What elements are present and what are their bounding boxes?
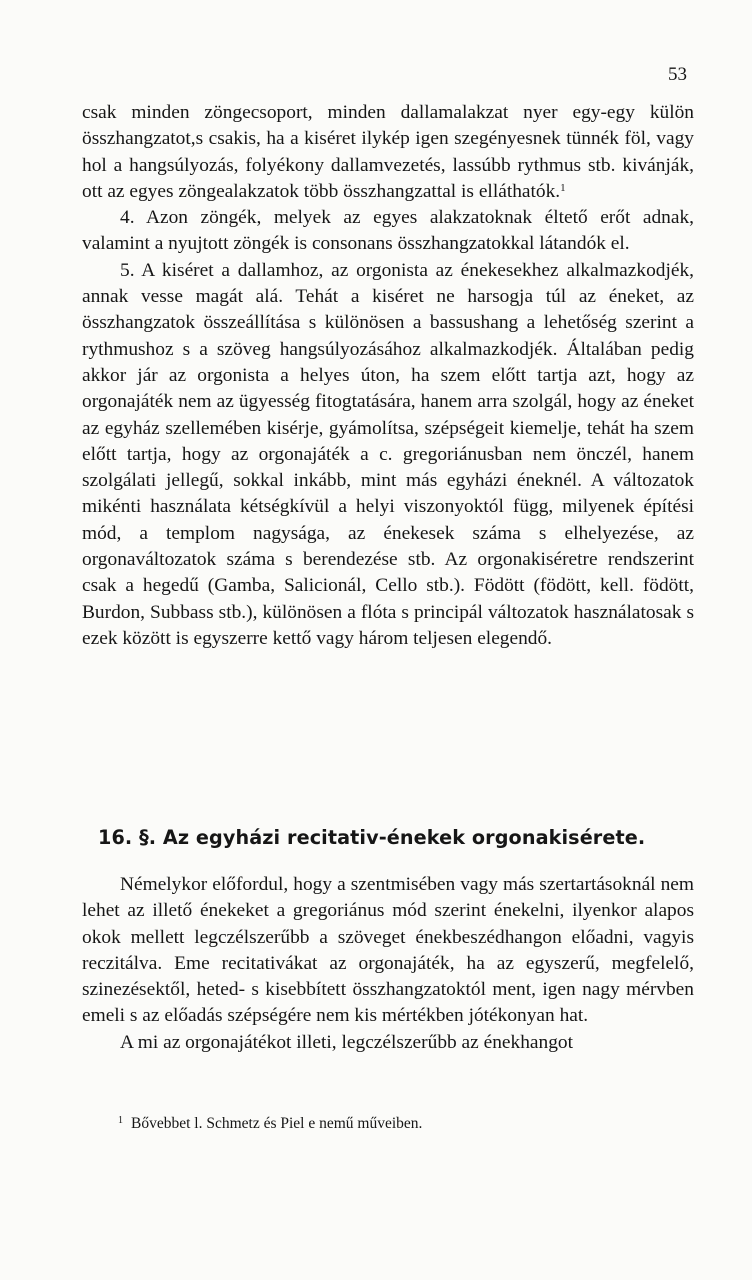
paragraph-text: A mi az orgonajátékot illeti, legczélszerűbb az énekhangot xyxy=(120,1031,573,1053)
page-number: 53 xyxy=(668,64,687,85)
paragraph xyxy=(82,1030,694,1056)
paragraph xyxy=(82,872,694,1030)
body-text xyxy=(82,100,694,652)
paragraph xyxy=(82,258,694,652)
paragraph xyxy=(82,100,694,205)
paragraph-text: csak minden zöngecsoport, minden dallamalakzat nyer egy-egy külön összhangzatot,s csakis, ha a kiséret ilykép igen szegényesnek tünnék föl, vagy hol a hangsúlyozás, folyékony dallamvezetés, lassúbb rythmus stb. kivánják, ott az egyes zöngealakzatok több összhangzattal is elláthatók. xyxy=(82,102,694,202)
paragraph xyxy=(82,205,694,258)
section-title: 16. §. Az egyházi recitativ-énekek orgonakisérete. xyxy=(98,826,646,849)
paragraph-text: Némelykor előfordul, hogy a szentmisében vagy más szertartásoknál nem lehet az illető énekeket a gregoriánus mód szerint énekelni, ilyenkor alapos okok mellett legczélszerűbb a szöveget énekbeszédhangon előadni, vagyis reczitálva. Eme recitativákat az orgonajáték, ha az egyszerű, megfelelő, szinezésektől, heted- s kisebbített összhangzatoktól ment, igen nagy mérvben emeli s az előadás szépségére nem kis mértékben jótékonyan hat. xyxy=(82,874,694,1027)
footnote-reference: 1 xyxy=(560,181,566,194)
section-body xyxy=(82,872,694,1056)
footnote xyxy=(118,1115,638,1133)
footnote-text: Bővebbet l. Schmetz és Piel e nemű műveiben. xyxy=(131,1115,423,1132)
paragraph-text: 4. Azon zöngék, melyek az egyes alakzatoknak éltető erőt adnak, valamint a nyujtott zöngék is consonans összhangzatokkal látandók el. xyxy=(82,207,694,255)
paragraph-text: 5. A kiséret a dallamhoz, az orgonista az énekesekhez alkalmazkodjék, annak vesse magát alá. Tehát a kiséret ne harsogja túl az éneket, az összhangzatok összeállítása s különösen a bassushang a lehetőség szerint a rythmushoz s a szöveg hangsúlyozásához alkalmazkodjék. Általában pedig akkor jár az orgonista a helyes úton, ha szem előtt tartja azt, hogy az orgonajáték nem az ügyesség fitogtatására, hanem arra szolgál, hogy az éneket az egyház szellemében kisérje, gyámolítsa, szépségeit kiemelje, tehát ha szem előtt tartja, hogy az orgonajáték a c. gregoriánusban nem önczél, hanem szolgálati jellegű, sokkal inkább, mint más egyházi éneknél. A változatok mikénti használata kétségkívül a helyi viszonyoktól függ, milyenek építési mód, a templom nagysága, az énekesek száma s elhelyezése, az orgonaváltozatok száma s berendezése stb. Az orgonakiséretre rendszerint csak a hegedű (Gamba, Salicionál, Cello stb.). Födött (födött, kell. födött, Burdon, Subbass stb.), különösen a flóta s principál változatok használatosak s ezek között is egyszerre kettő vagy három teljesen elegendő. xyxy=(82,259,694,649)
footnote-mark: 1 xyxy=(118,1115,123,1126)
